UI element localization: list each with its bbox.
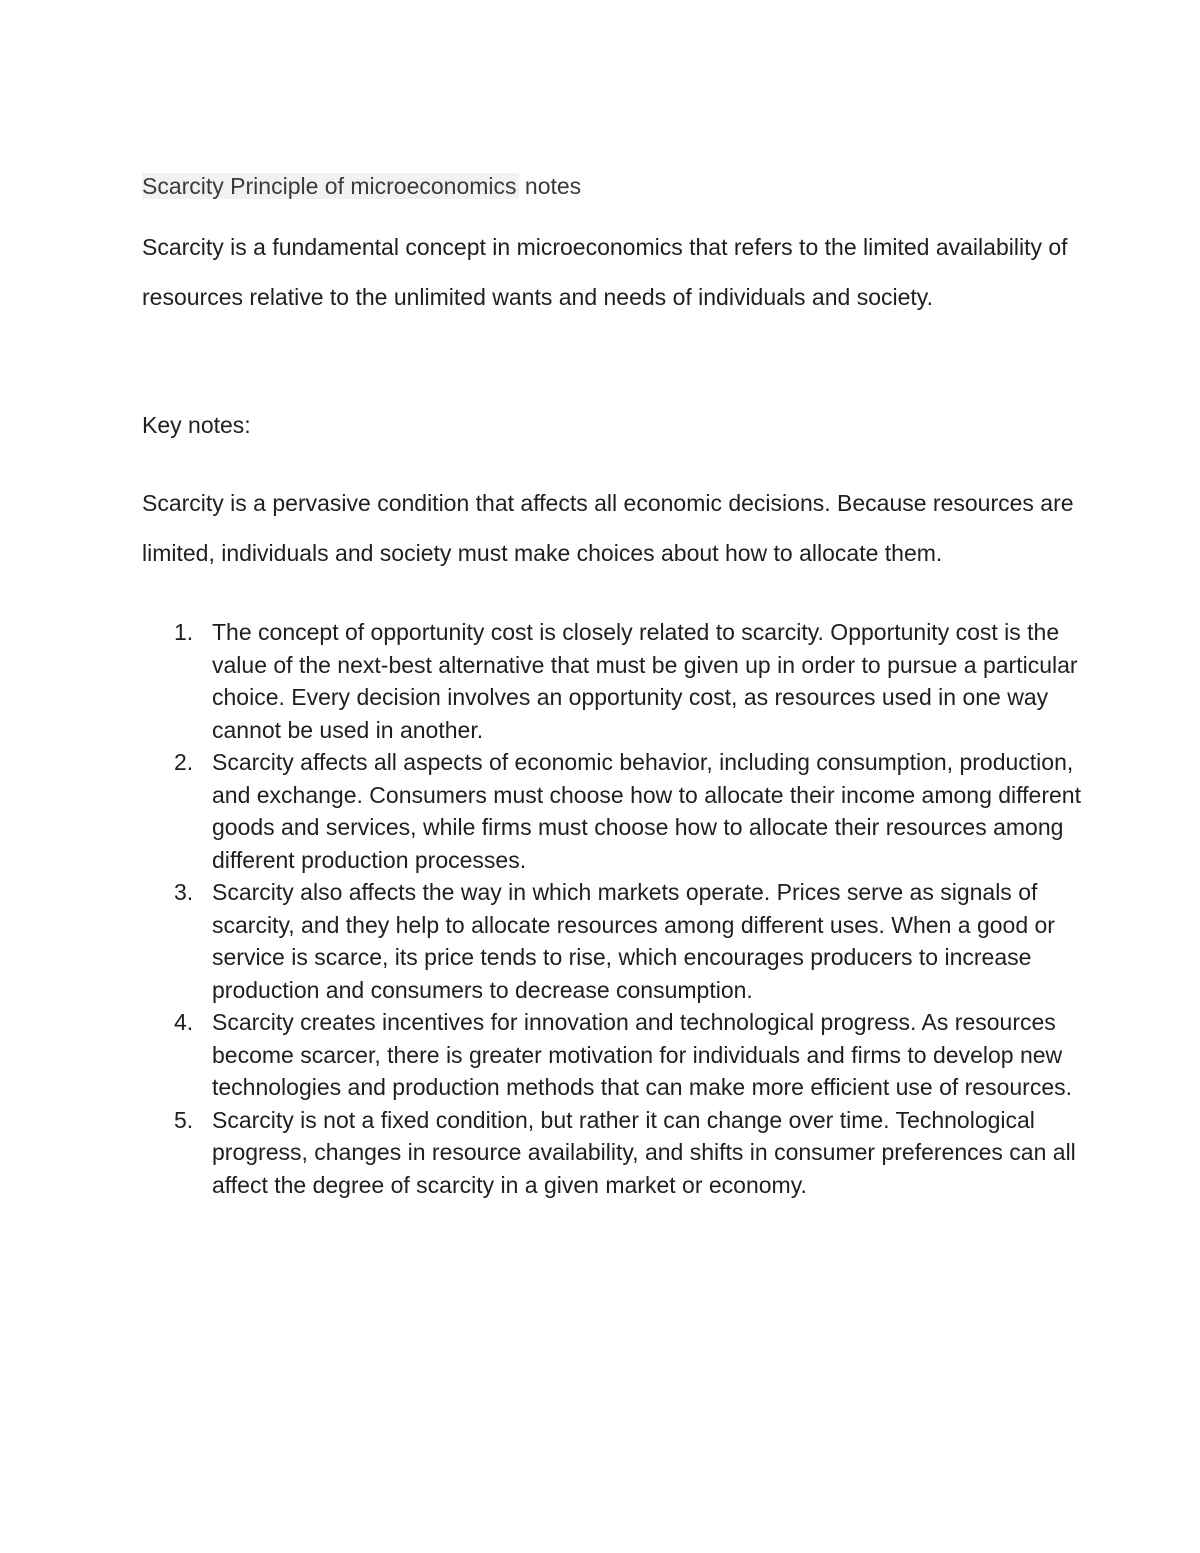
list-item-text: Scarcity creates incentives for innovation and technological progress. As resources become scarcer, there is greater motivation for individuals and firms to develop new technologies and production methods that can make more efficient use of resources.: [212, 1009, 1073, 1100]
list-item-number: 4.: [174, 1009, 194, 1035]
document-title: [142, 170, 581, 202]
list-item: [142, 1104, 1082, 1202]
list-item-number: 1.: [174, 619, 194, 645]
list-item-number: 3.: [174, 879, 194, 905]
list-item-number: 5.: [174, 1106, 194, 1133]
list-item: [142, 616, 1082, 746]
list-item: [142, 1006, 1082, 1104]
list-item-text: Scarcity affects all aspects of economic behavior, including consumption, production, and exchange. Consumers must choose how to allocate their income among different goods and services, while firms must choose how to allocate their resources among different production processes.: [212, 749, 1081, 873]
key-notes-list: [142, 616, 1082, 1201]
title-rest-text: notes: [518, 173, 582, 199]
list-item-number: 2.: [174, 749, 194, 775]
intro-paragraph: Scarcity is a fundamental concept in microeconomics that refers to the limited availability of resources relative to the unlimited wants and needs of individuals and society.: [142, 234, 1068, 310]
title-highlighted-text: Scarcity Principle of microeconomics: [142, 173, 517, 199]
list-item-text: Scarcity also affects the way in which markets operate. Prices serve as signals of scarcity, and they help to allocate resources among different uses. When a good or service is scarce, its price tends to rise, which encourages producers to increase production and consumers to decrease consumption.: [212, 879, 1055, 1003]
list-item: [142, 876, 1082, 1006]
pervasive-paragraph: Scarcity is a pervasive condition that affects all economic decisions. Because resources are limited, individuals and society must make choices about how to allocate them.: [142, 490, 1074, 566]
list-item-text: The concept of opportunity cost is closely related to scarcity. Opportunity cost is the value of the next-best alternative that must be given up in order to pursue a particular choice. Every decision involves an opportunity cost, as resources used in one way cannot be used in another.: [212, 619, 1078, 743]
list-item-text: Scarcity is not a fixed condition, but rather it can change over time. Technological progress, changes in resource availability, and shifts in consumer preferences can all affect the degree of scarcity in a given market or economy.: [212, 1106, 1076, 1198]
key-notes-heading: Key notes:: [142, 412, 251, 438]
list-item: [142, 746, 1082, 876]
